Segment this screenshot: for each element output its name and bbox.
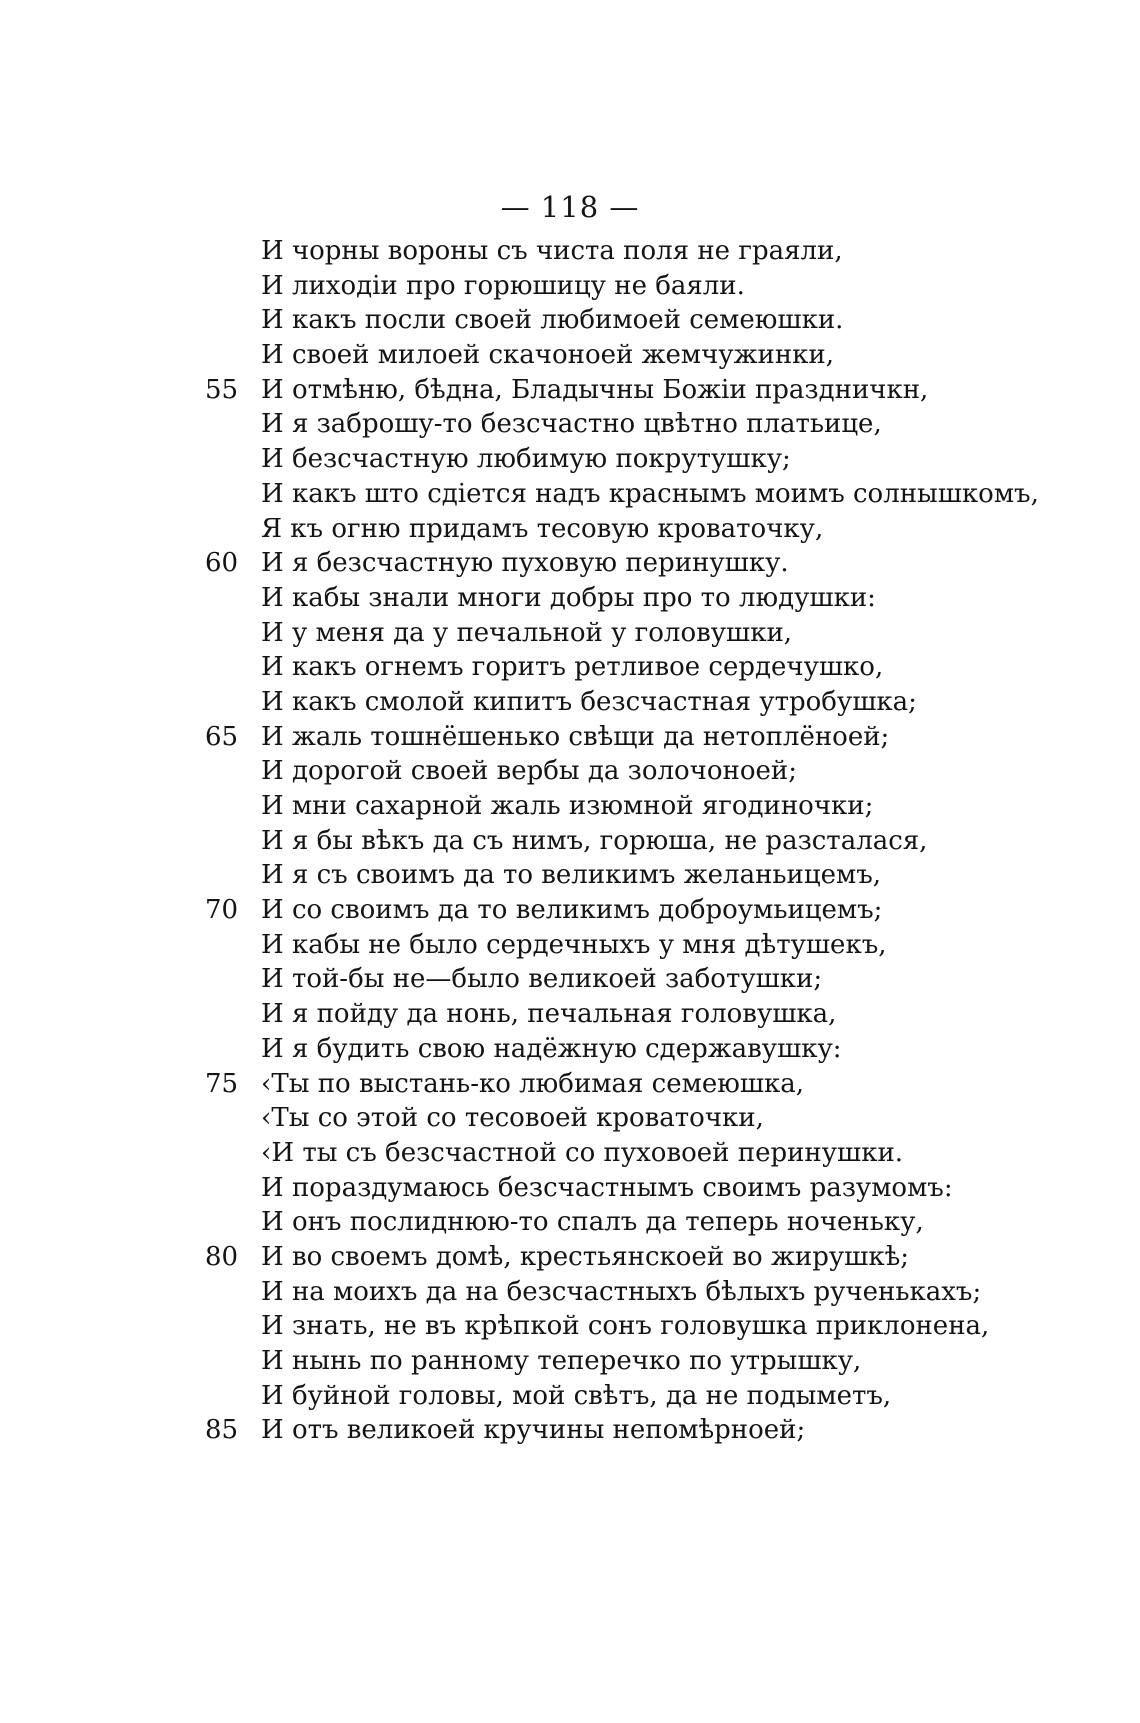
verse-text: И я бы вѣкъ да съ нимъ, горюша, не разсталася, bbox=[261, 825, 928, 856]
verse-line bbox=[205, 1205, 1105, 1240]
verse-text: И я будить свою надёжную сдержавушку: bbox=[261, 1033, 842, 1064]
verse-text: И на моихъ да на безсчастныхъ бѣлыхъ рученькахъ; bbox=[261, 1276, 982, 1307]
verse-text: И кабы не было сердечныхъ у мня дѣтушекъ, bbox=[261, 929, 887, 960]
verse-text: И мни сахарной жаль изюмной ягодиночки; bbox=[261, 791, 874, 821]
verse-text: И жаль тошнёшенько свѣщи да нетоплёноей; bbox=[261, 721, 890, 752]
verse-line bbox=[205, 442, 1105, 477]
verse-text: И чорны вороны съ чиста поля не граяли, bbox=[261, 236, 843, 266]
verse-line bbox=[205, 407, 1105, 442]
verse-text: И онъ послиднюю-то спалъ да теперь ноченьку, bbox=[261, 1207, 924, 1238]
verse-line bbox=[205, 1379, 1105, 1414]
verse-text: Я къ огню придамъ тесовую кроваточку, bbox=[261, 513, 824, 544]
verse-text: ‹Ты по выстань-ко любимая семеюшка, bbox=[261, 1068, 805, 1099]
verse-line bbox=[205, 616, 1105, 651]
line-number: 85 bbox=[205, 1415, 239, 1446]
verse-line bbox=[205, 234, 1105, 269]
verse-text: И отмѣню, бѣдна, Бладычны Божіи праздничкн, bbox=[261, 374, 929, 405]
verse-text: И я съ своимъ да то великимъ желаньицемъ, bbox=[261, 860, 882, 891]
verse-line bbox=[205, 303, 1105, 338]
verse-text: И нынь по ранному теперечко по утрышку, bbox=[261, 1346, 862, 1376]
verse-line bbox=[205, 1067, 1105, 1102]
verse-text: И кабы знали многи добры про то людушки: bbox=[261, 582, 876, 613]
verse-line bbox=[205, 1309, 1105, 1344]
verse-line bbox=[205, 754, 1105, 789]
verse-text: И со своимъ да то великимъ доброумьицемъ; bbox=[261, 895, 883, 926]
verse-line bbox=[205, 1344, 1105, 1379]
verse-text: И дорогой своей вербы да золочоноей; bbox=[261, 756, 797, 787]
verse-text: И безсчастную любимую покрутушку; bbox=[261, 444, 791, 475]
line-number: 80 bbox=[205, 1241, 239, 1272]
verse-list bbox=[205, 234, 1105, 1448]
verse-line bbox=[205, 1171, 1105, 1206]
verse-text: И я заброшу-то безсчастно цвѣтно платьице, bbox=[261, 409, 882, 440]
verse-text: ‹И ты съ безсчастной со пуховоей перинушки. bbox=[261, 1137, 904, 1168]
verse-text: И знать, не въ крѣпкой сонъ головушка приклонена, bbox=[261, 1311, 990, 1342]
verse-text: И какъ смолой кипитъ безсчастная утробушка; bbox=[261, 686, 917, 717]
verse-line bbox=[205, 477, 1105, 512]
verse-line bbox=[205, 1101, 1105, 1136]
verse-line bbox=[205, 1275, 1105, 1310]
line-number: 75 bbox=[205, 1068, 239, 1099]
verse-text: И отъ великоей кручины непомѣрноей; bbox=[261, 1415, 806, 1446]
verse-text: И какъ посли своей любимоей семеюшки. bbox=[261, 305, 844, 336]
verse-line bbox=[205, 269, 1105, 304]
verse-text: И буйной головы, мой свѣтъ, да не подыметъ, bbox=[261, 1380, 892, 1411]
verse-line bbox=[205, 962, 1105, 997]
verse-text: И своей милоей скачоноей жемчужинки, bbox=[261, 340, 835, 371]
verse-line bbox=[205, 546, 1105, 581]
verse-line bbox=[205, 338, 1105, 373]
verse-line bbox=[205, 1136, 1105, 1171]
verse-text: И во своемъ домѣ, крестьянскоей во жирушкѣ; bbox=[261, 1241, 910, 1272]
verse-line bbox=[205, 581, 1105, 616]
verse-text: И какъ што сдіется надъ краснымъ моимъ солнышкомъ, bbox=[261, 478, 1039, 509]
line-number: 70 bbox=[205, 895, 239, 926]
verse-line bbox=[205, 928, 1105, 963]
verse-text: И я безсчастную пуховую перинушку. bbox=[261, 548, 789, 579]
verse-line bbox=[205, 858, 1105, 893]
line-number: 65 bbox=[205, 721, 239, 752]
verse-line bbox=[205, 824, 1105, 859]
verse-text: И той-бы не—было великоей заботушки; bbox=[261, 964, 823, 995]
verse-line bbox=[205, 1032, 1105, 1067]
verse-text: ‹Ты со этой со тесовоей кроваточки, bbox=[261, 1103, 764, 1134]
verse-text: И какъ огнемъ горитъ ретливое сердечушко, bbox=[261, 652, 884, 683]
line-number: 60 bbox=[205, 548, 239, 579]
verse-text: И лиходіи про горюшицу не баяли. bbox=[261, 270, 745, 301]
verse-line bbox=[205, 893, 1105, 928]
verse-line bbox=[205, 1413, 1105, 1448]
verse-line bbox=[205, 720, 1105, 755]
verse-line bbox=[205, 373, 1105, 408]
verse-text: И у меня да у печальной у головушки, bbox=[261, 617, 793, 648]
verse-text: И я пойду да нонь, печальная головушка, bbox=[261, 999, 837, 1030]
verse-line bbox=[205, 789, 1105, 824]
page-number: — 118 — bbox=[500, 190, 640, 224]
line-number: 55 bbox=[205, 374, 239, 405]
verse-line bbox=[205, 512, 1105, 547]
verse-line bbox=[205, 1240, 1105, 1275]
verse-line bbox=[205, 685, 1105, 720]
verse-text: И пораздумаюсь безсчастнымъ своимъ разумомъ: bbox=[261, 1172, 953, 1203]
verse-line bbox=[205, 650, 1105, 685]
verse-line bbox=[205, 997, 1105, 1032]
